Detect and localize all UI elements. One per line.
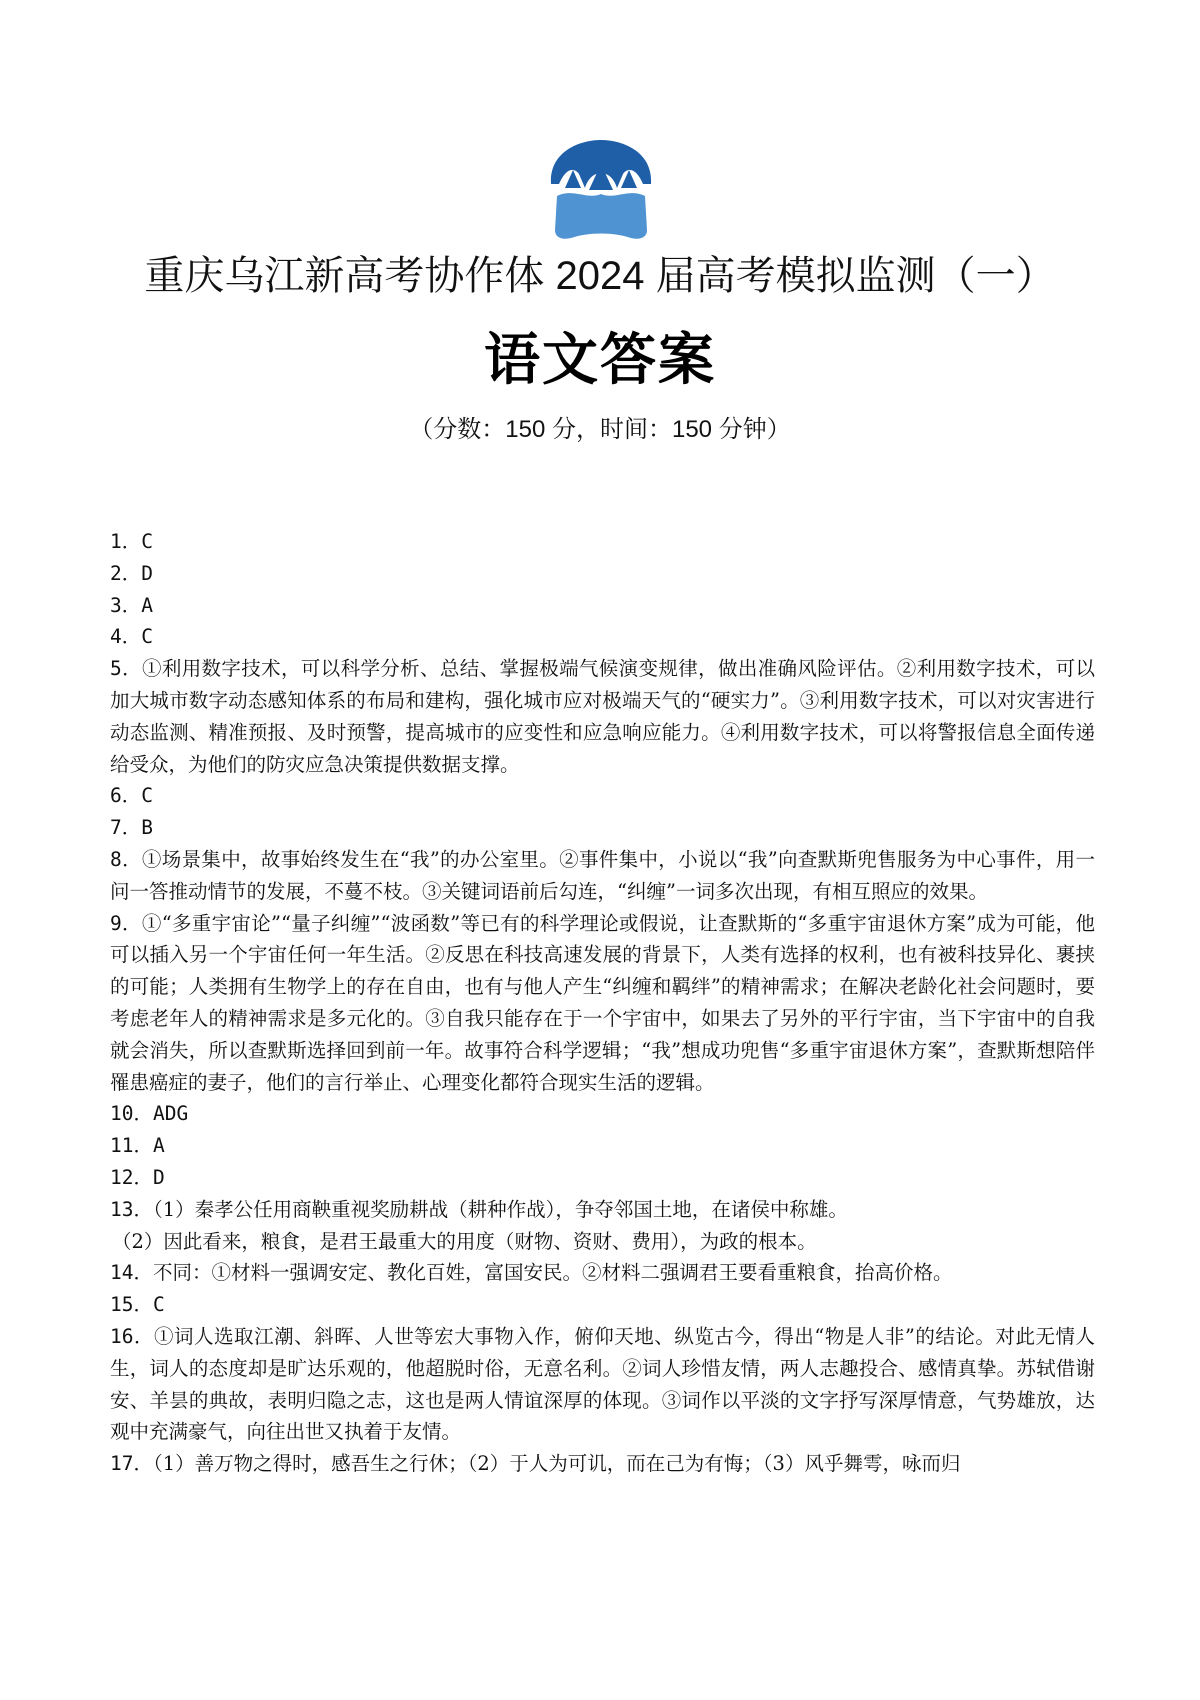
- page-title: 语文答案: [484, 328, 716, 391]
- answer-text: D: [152, 1165, 165, 1189]
- answer-number: 8．: [110, 847, 142, 871]
- answer-text: C: [152, 1293, 165, 1317]
- answer-subitem: [110, 1226, 1095, 1258]
- answer-number: 16．: [110, 1324, 155, 1348]
- answer-item: [110, 1321, 1095, 1448]
- answer-number: 2．: [110, 561, 142, 585]
- answer-text: A: [141, 593, 153, 617]
- answer-number: 7．: [110, 816, 142, 840]
- answer-number: 13．: [110, 1197, 153, 1221]
- answer-text: （1）秦孝公任用商鞅重视奖励耕战（耕种作战），争夺邻国土地，在诸侯中称雄。: [152, 1197, 848, 1221]
- answer-item: [110, 812, 1095, 844]
- answer-number: 1．: [110, 530, 142, 553]
- answer-number: 5．: [110, 657, 142, 681]
- answer-text: C: [141, 625, 153, 649]
- answer-item: [110, 1289, 1095, 1321]
- answer-number: 14．: [110, 1261, 153, 1285]
- answer-item: [110, 1448, 1095, 1480]
- answer-text: ①利用数字技术，可以科学分析、总结、掌握极端气候演变规律，做出准确风险评估。②利用数字技术，可以加大城市数字动态感知体系的布局和建构，强化城市应对极端天气的“硬实力”。③利用数字技术，可以对灾害进行动态监测、精准预报、及时预警，提高城市的应变性和应急响应能力。④利用数字技术，可以将警报信息全面传递给受众，为他们的防灾应急决策提供数据支撑。: [110, 657, 1095, 776]
- answer-text: C: [141, 530, 153, 553]
- answer-number: 15．: [110, 1293, 153, 1317]
- wujiang-alliance-logo-icon: [543, 140, 659, 240]
- answer-text: A: [152, 1134, 165, 1158]
- answer-number: 3．: [110, 593, 142, 617]
- answer-item: [110, 621, 1095, 653]
- answer-text: ①“多重宇宙论”“量子纠缠”“波函数”等已有的科学理论或假说，让查默斯的“多重宇宙退休方案”成为可能，他可以插入另一个宇宙任何一年生活。②反思在科技高速发展的背景下，人类有选择的权利，也有被科技异化、裹挟的可能；人类拥有生物学上的存在自由，也有与他人产生“纠缠和羁绊”的精神需求；在解决老龄化社会问题时，要考虑老年人的精神需求是多元化的。③自我只能存在于一个宇宙中，如果去了另外的平行宇宙，当下宇宙中的自我就会消失，所以查默斯选择回到前一年。故事符合科学逻辑；“我”想成功兜售“多重宇宙退休方案”，查默斯想陪伴罹患癌症的妻子，他们的言行举止、心理变化都符合现实生活的逻辑。: [110, 911, 1095, 1094]
- answer-item: [110, 1257, 1095, 1289]
- answer-number: 4．: [110, 625, 142, 649]
- answer-text: B: [141, 816, 153, 840]
- answer-item: [110, 1098, 1095, 1130]
- answer-item: [110, 844, 1095, 908]
- answer-item: [110, 653, 1095, 780]
- answer-text: D: [141, 561, 153, 585]
- exam-subtitle: 重庆乌江新高考协作体 2024 届高考模拟监测（一）: [144, 254, 1056, 298]
- answer-number: 12．: [110, 1165, 153, 1189]
- answer-number: 6．: [110, 784, 142, 808]
- answer-text: ①场景集中，故事始终发生在“我”的办公室里。②事件集中，小说以“我”向查默斯兜售服务为中心事件，用一问一答推动情节的发展，不蔓不枝。③关键词语前后勾连，“纠缠”一词多次出现，有相互照应的效果。: [110, 847, 1095, 903]
- answer-number: 17．: [110, 1452, 153, 1476]
- exam-meta: （分数：150 分，时间：150 分钟）: [409, 416, 791, 443]
- answer-number: 9．: [110, 911, 142, 935]
- answer-item: [110, 908, 1095, 1099]
- answer-list: [110, 526, 1095, 1480]
- answer-item: [110, 1130, 1095, 1162]
- answer-number: 11．: [110, 1134, 153, 1158]
- answer-text: 不同：①材料一强调安定、教化百姓，富国安民。②材料二强调君王要看重粮食，抬高价格。: [152, 1261, 953, 1285]
- answer-number: 10．: [110, 1102, 153, 1126]
- answer-item: [110, 780, 1095, 812]
- answer-text: ADG: [152, 1102, 189, 1126]
- answer-text: （2）因此看来，粮食，是君王最重大的用度（财物、资财、费用），为政的根本。: [112, 1229, 817, 1253]
- answer-item: [110, 590, 1095, 622]
- answer-item: [110, 1194, 1095, 1226]
- answer-item: [110, 1162, 1095, 1194]
- answer-item: [110, 558, 1095, 590]
- answer-text: ①词人选取江潮、斜晖、人世等宏大事物入作，俯仰天地、纵览古今，得出“物是人非”的结论。对此无情人生，词人的态度却是旷达乐观的，他超脱时俗，无意名利。②词人珍惜友情，两人志趣投合、感情真挚。苏轼借谢安、羊昙的典故，表明归隐之志，这也是两人情谊深厚的体现。③词作以平淡的文字抒写深厚情意，气势雄放，达观中充满豪气，向往出世又执着于友情。: [110, 1324, 1095, 1444]
- answer-text: （1）善万物之得时，感吾生之行休；（2）于人为可讥，而在己为有悔；（3）风乎舞雩，咏而归: [152, 1452, 961, 1476]
- answer-text: C: [141, 784, 153, 808]
- answer-item: [110, 526, 1095, 558]
